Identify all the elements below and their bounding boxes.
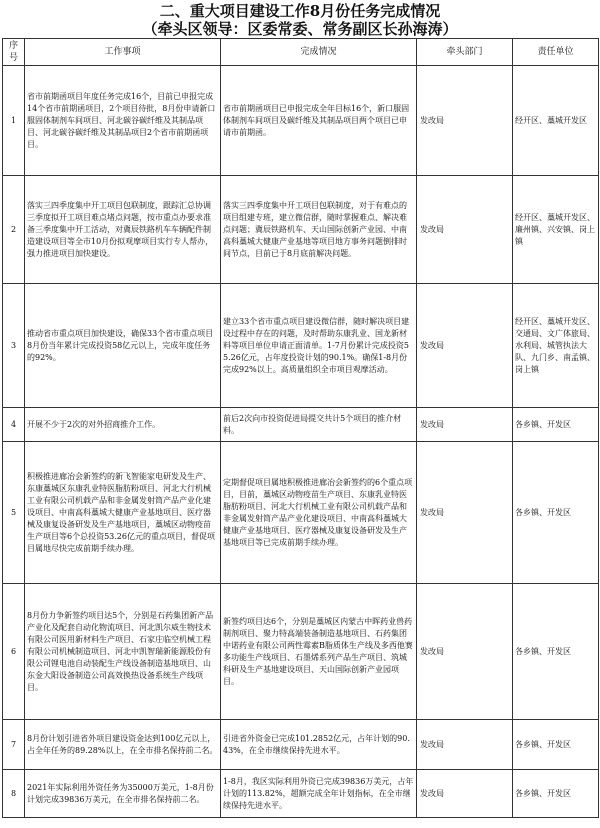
row-unit: 经开区、藁城开发区 [513,66,599,176]
row-dept: 发改局 [417,66,513,176]
row-no: 4 [3,408,25,442]
row-status: 落实三四季度集中开工项目包联制度，对于有难点的项目组建专班，建立微信群，随时掌握难点、解决难点问题；冀辰铁路机车、天山国际创新产业园、中南高科藁城大健康产业基地等项目地方事务问题倒排时间节点，目前已于8月底前解决问题。 [221,176,417,284]
table-row [3,720,599,770]
table-row [3,284,599,408]
table-row [3,176,599,284]
row-dept: 发改局 [417,584,513,720]
row-status: 前后2次向市投资促进局提交共计5个项目的推介材料。 [221,408,417,442]
row-dept: 发改局 [417,176,513,284]
row-task: 8月份力争新签约项目达5个，分别是石药集团新产品产业化及配套自动化物流项目、河北凯尔威生物技术有限公司医用新材料生产项目、石家庄临空机械工程有限公司机械制造项目、河北中凯智瑞新能源股份有限公司锂电池自动装配生产线设备制造基地项目、山东金大阳设备制造公司高效换热设备系统生产线项目。 [25,584,221,720]
row-unit: 各乡镇、开发区 [513,720,599,770]
row-unit: 各乡镇、开发区 [513,408,599,442]
row-status: 引进省外资金已完成101.2852亿元，占年计划的90.43%，在全市继续保持先进水平。 [221,720,417,770]
row-no: 1 [3,66,25,176]
row-task: 2021年实际利用外资任务为35000万美元，1-8月份计划完成39836万美元，在全市排名保持前二名。 [25,770,221,818]
row-unit: 经开区、藁城开发区、廉州镇、兴安镇、岗上镇 [513,176,599,284]
row-dept: 发改局 [417,720,513,770]
row-no: 8 [3,770,25,818]
row-dept: 发改局 [417,770,513,818]
row-dept: 发改局 [417,442,513,584]
row-no: 2 [3,176,25,284]
row-unit: 各乡镇、开发区 [513,770,599,818]
table-row [3,442,599,584]
header-unit: 责任单位 [513,39,599,66]
row-no: 6 [3,584,25,720]
document-title [0,0,600,38]
row-task: 8月份计划引进省外项目建设资金达到100亿元以上，占全年任务的89.28%以上，在全市排名保持前二名。 [25,720,221,770]
row-status: 定期督促项目属地积极推进廊冶会新签约的6个重点项目，目前，藁城区动物疫苗生产项目、东康乳业特医脂肪粉项目、河北大行机械工业有限公司机载产品和非金属发射筒产品产业化建设项目、中南高科藁城大健康产业基地项目、医疗器械及康复设备研发及生产基地项目等已完成前期手续办理。 [221,442,417,584]
row-dept: 发改局 [417,408,513,442]
row-task: 落实三四季度集中开工项目包联制度，跟踪汇总协调三季度拟开工项目难点堵点问题，按市重点办要求准备三季度集中开工活动，对冀辰铁路机车车辆配件制造建设项目等全市10月份拟观摩项目实行专人帮办，强力推进项目加快建设。 [25,176,221,284]
table-row [3,66,599,176]
row-unit: 各乡镇、开发区 [513,442,599,584]
header-no: 序号 [3,39,25,66]
row-unit: 各乡镇、开发区 [513,584,599,720]
row-task: 积极推进廊冶会新签约的新飞智能家电研发及生产、东康藁城区东康乳业特医脂肪粉项目、河北大行机械工业有限公司机载产品和非金属发射筒产品产业化建设项目、中南高科藁城大健康产业基地项目、医疗器械及康复设备研发及生产基地项目，藁城区动物疫苗生产项目等6个总投资53.26亿元的重点项目，督促项目属地尽快完成前期手续办理。 [25,442,221,584]
row-status: 省市前期函项目已申报完成全年目标16个，新口服固体制剂车间项目及碳纤维及其制品项目两个项目已申请市前期函。 [221,66,417,176]
table-header-row [3,39,599,66]
row-status: 1-8月，我区实际利用外资已完成39836万美元，占年计划的113.82%，超额完成全年计划指标，在全市继续保持先进水平。 [221,770,417,818]
title-line-1: 二、重大项目建设工作8月份任务完成情况 [159,2,441,20]
table-row [3,584,599,720]
header-task: 工作事项 [25,39,221,66]
title-line-2: （牵头区领导：区委常委、常务副区长孙海涛） [142,20,458,38]
row-unit: 经开区、藁城开发区、交通局、文广体旅局、水利局、城管执法大队、九门乡、南孟镇、岗上镇 [513,284,599,408]
row-no: 3 [3,284,25,408]
row-dept: 发改局 [417,284,513,408]
row-no: 5 [3,442,25,584]
row-task: 开展不少于2次的对外招商推介工作。 [25,408,221,442]
row-task: 省市前期函项目年度任务完成16个，目前已申报完成14个省市前期函项目，2个项目待批，8月份申请新口服固体制剂车间项目、河北碳谷碳纤维及其制品项目、河北碳谷碳纤维及其制品项目2个省市前期函项目。 [25,66,221,176]
row-status: 建立33个省市重点项目建设微信群，随时解决项目建设过程中存在的问题，及时帮助东康乳业、国龙新材料等项目单位申请正面清单。1-7月份累计完成投资55.26亿元，占年度投资计划的90.1%。确保1-8月份完成92%以上。高质量组织全市项目观摩活动。 [221,284,417,408]
table-row [3,770,599,818]
header-status: 完成情况 [221,39,417,66]
row-no: 7 [3,720,25,770]
task-table [2,38,599,818]
table-row [3,408,599,442]
row-status: 新签约项目达6个，分别是藁城区内蒙古中晖药业兽药制剂项目、聚力特高端装备制造基地项目、石药集团中诺药业有限公司两性霉素B脂质体生产线及多西他赛多功能生产线项目、石墨烯系列产品生产项目、筑城科研及生产基地建设项目、天山国际创新产业园项目。 [221,584,417,720]
row-task: 推动省市重点项目加快建设，确保33个省市重点项目8月份当年累计完成投资58亿元以上，完成年度任务的92%。 [25,284,221,408]
header-dept: 牵头部门 [417,39,513,66]
